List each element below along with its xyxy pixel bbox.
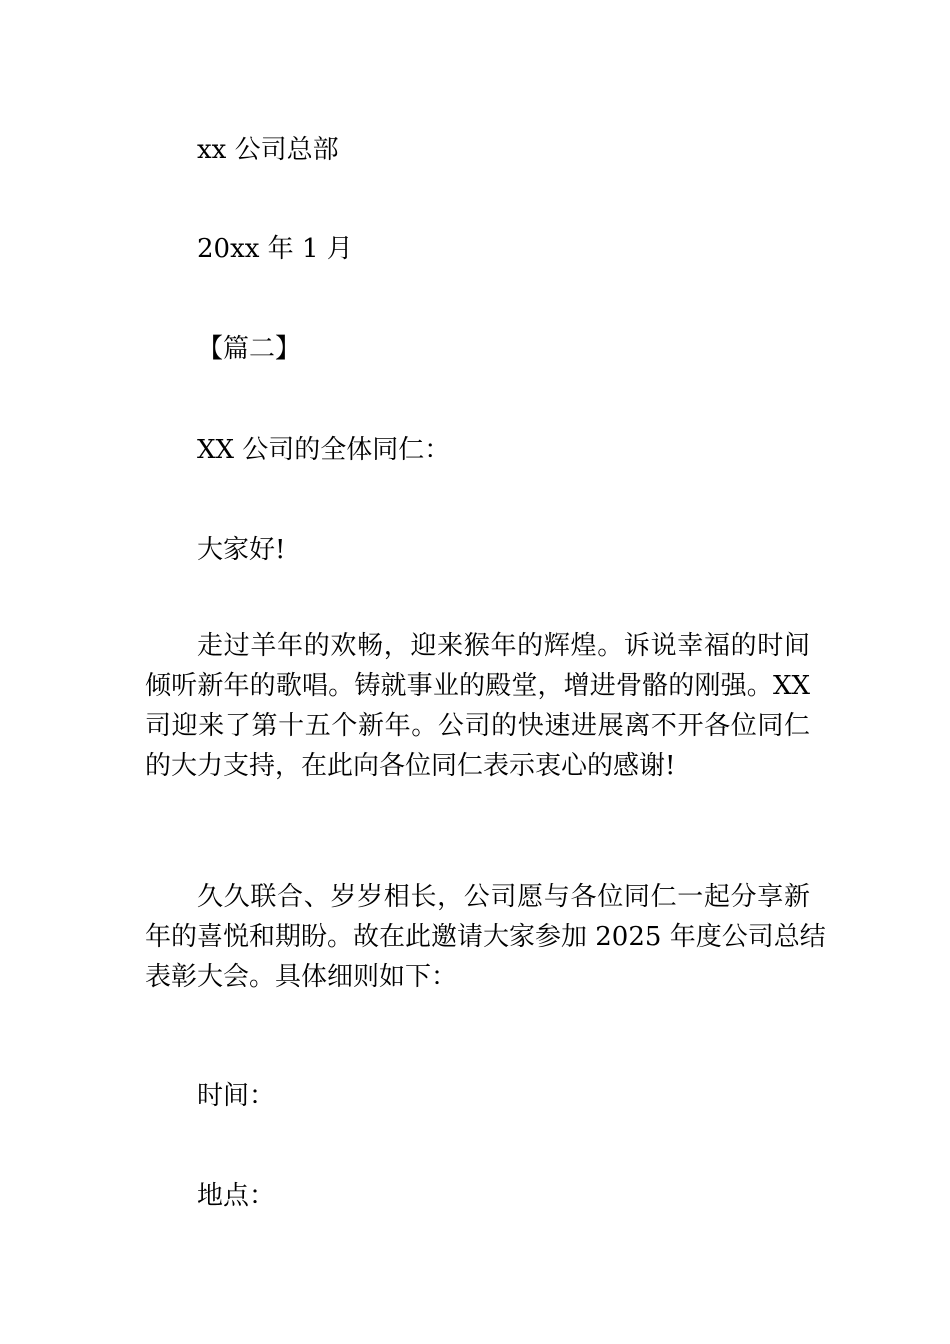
signature-org: xx 公司总部	[197, 135, 339, 165]
paragraph-line: 的大力支持，在此向各位同仁表示衷心的感谢!	[145, 751, 676, 781]
paragraph-new-year	[145, 626, 810, 786]
paragraph-invitation	[145, 877, 826, 997]
greeting: 大家好!	[197, 535, 286, 565]
paragraph-line: 司迎来了第十五个新年。公司的快速进展离不开各位同仁	[145, 711, 810, 741]
time-label: 时间：	[197, 1081, 276, 1111]
paragraph-line: 走过羊年的欢畅，迎来猴年的辉煌。诉说幸福的时间	[197, 631, 810, 661]
paragraph-line: 表彰大会。具体细则如下：	[145, 962, 458, 992]
paragraph-line: 年的喜悦和期盼。故在此邀请大家参加 2025 年度公司总结	[145, 922, 826, 952]
location-label: 地点：	[197, 1181, 276, 1211]
paragraph-line: 倾听新年的歌唱。铸就事业的殿堂，增进骨骼的刚强。XX	[145, 671, 810, 701]
salutation: XX 公司的全体同仁：	[197, 435, 451, 465]
signature-date: 20xx 年 1 月	[197, 234, 353, 264]
paragraph-line: 久久联合、岁岁相长，公司愿与各位同仁一起分享新	[197, 882, 810, 912]
section-heading: 【篇二】	[197, 334, 302, 364]
